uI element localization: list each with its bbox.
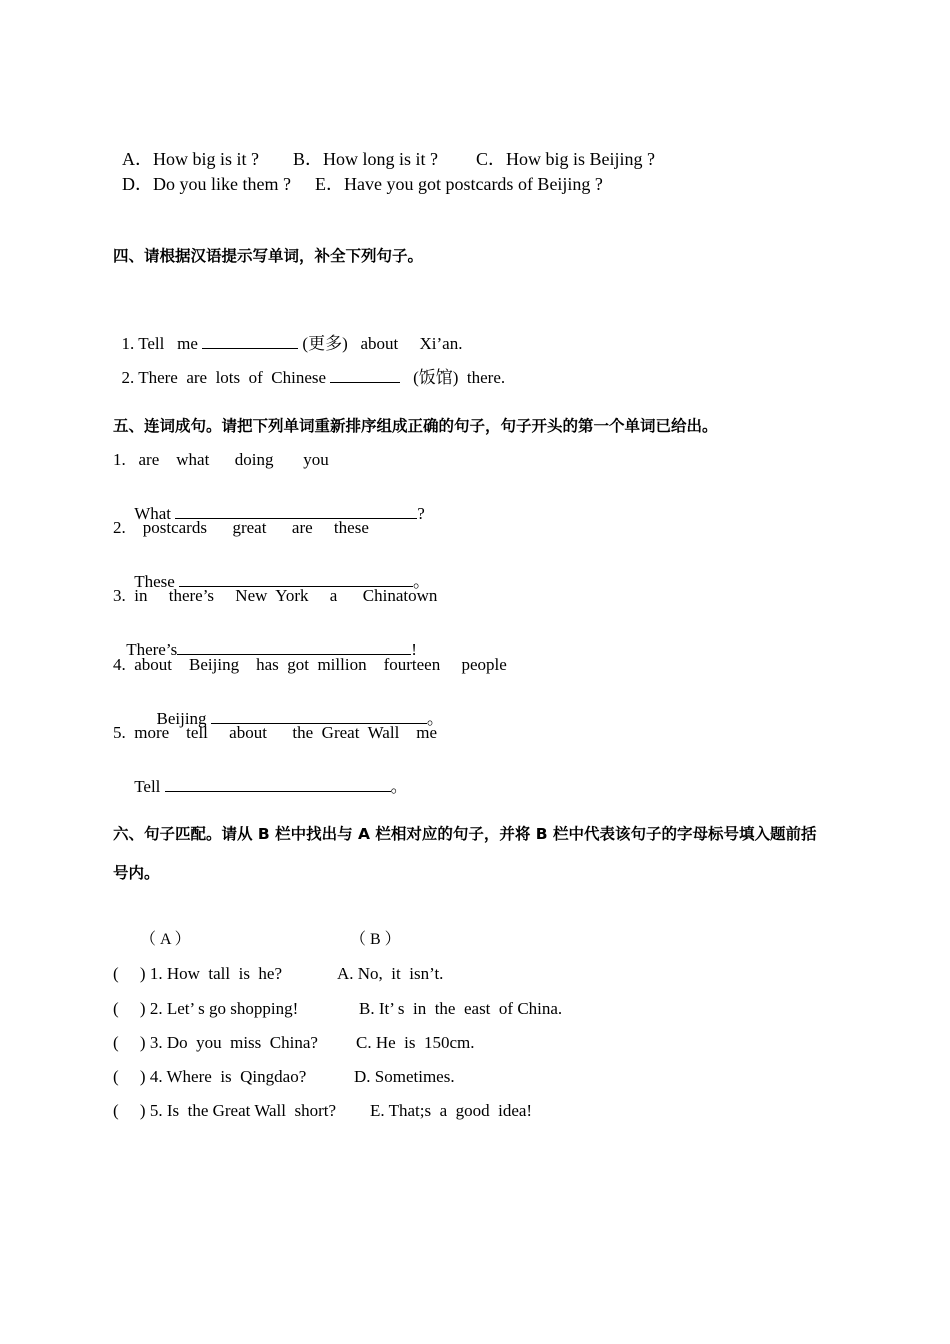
option-c: C．How big is Beijing ? — [476, 148, 656, 169]
section5-words-1: 1. are what doing you — [113, 450, 329, 469]
match-row-4-b: D. Sometimes. — [354, 1067, 455, 1086]
match-row-1-b: A. No, it isn’t. — [337, 964, 444, 983]
section4-question-1: 1. Tell me (更多) about Xi’an. — [121, 334, 463, 354]
section5-answer-4: Beijing 。 — [156, 709, 444, 729]
section5-words-4: 4. about Beijing has got million fourteen people — [113, 655, 507, 674]
match-row-3-b: C. He is 150cm. — [356, 1033, 475, 1052]
answer-blank-s5-3[interactable] — [177, 640, 411, 655]
match-row-3-a[interactable]: ( ) 3. Do you miss China? — [113, 1033, 318, 1052]
chinese-hint-1: (更多) — [302, 334, 348, 354]
option-e: E．Have you got postcards of Beijing ? — [314, 173, 603, 194]
section5-words-5: 5. more tell about the Great Wall me — [113, 723, 438, 742]
match-row-5-b: E. That;s a good idea! — [370, 1101, 533, 1120]
match-row-2-a[interactable]: ( ) 2. Let’ s go shopping! — [113, 999, 299, 1018]
answer-blank-2[interactable] — [330, 368, 400, 383]
match-row-5-a[interactable]: ( ) 5. Is the Great Wall short? — [113, 1101, 337, 1120]
section4-question-2: 2. There are lots of Chinese (饭馆) there. — [121, 368, 506, 388]
section4-heading: 四、请根据汉语提示写单词，补全下列句子。 — [113, 247, 424, 265]
option-b: B．How long is it ? — [293, 148, 439, 169]
chinese-hint-2: (饭馆) — [413, 368, 459, 388]
column-b-label: （ B ） — [350, 931, 401, 948]
answer-blank-s5-5[interactable] — [165, 777, 391, 792]
section5-answer-2: These 。 — [134, 572, 431, 592]
section5-words-3: 3. in there’s New York a Chinatown — [113, 586, 438, 605]
match-row-4-a[interactable]: ( ) 4. Where is Qingdao? — [113, 1067, 307, 1086]
match-row-2-b: B. It’ s in the east of China. — [359, 999, 563, 1018]
section6-heading-line-1: 六、句子匹配。请从 B 栏中找出与 A 栏相对应的句子，并将 B 栏中代表该句子的字母标号填入题前括 — [113, 825, 817, 843]
section5-words-2: 2. postcards great are these — [113, 518, 369, 537]
section5-answer-5: Tell 。 — [134, 777, 408, 797]
section5-answer-3: There’s ! — [126, 640, 417, 660]
column-a-label: （ A ） — [140, 931, 191, 948]
section5-heading: 五、连词成句。请把下列单词重新排序组成正确的句子，句子开头的第一个单词已给出。 — [113, 417, 718, 435]
option-row-2 — [113, 152, 603, 195]
option-d: D．Do you like them ? — [122, 173, 291, 194]
option-a: A．How big is it ? — [122, 148, 259, 169]
section6-heading-line-2: 号内。 — [113, 864, 160, 882]
section5-answer-1: What ? — [134, 504, 425, 524]
match-row-1-a[interactable]: ( ) 1. How tall is he? — [113, 964, 283, 983]
